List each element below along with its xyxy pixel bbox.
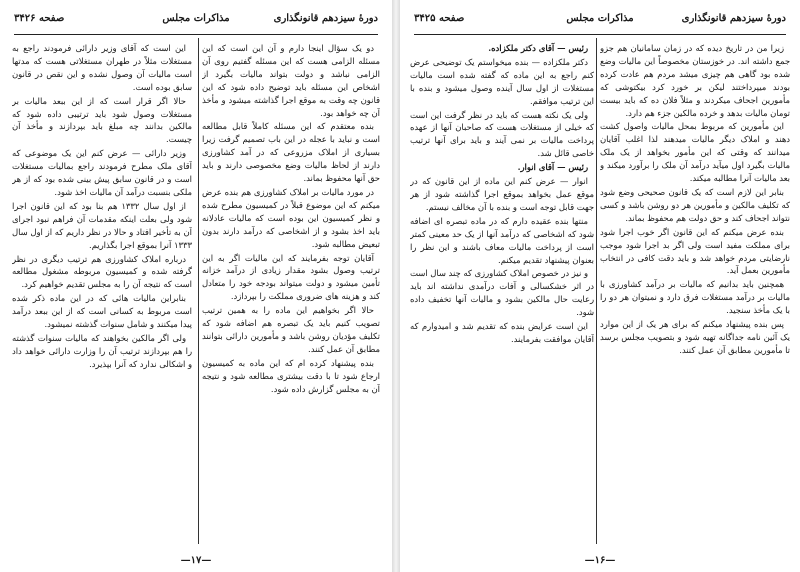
speaker-line: رئیس — آقای دکتر ملکزاده.: [488, 43, 588, 53]
paragraph: وزیر دارائی — عرض کنم این یک موضوعی که آقای ملک مطرح فرمودند راجع بمالیات مستغلات است و در قانون سابق پیش بینی شده بود که از هر ملکی بنسبت درآمد آن مالیات اخذ شود.: [12, 148, 192, 197]
right-page: [400, 0, 800, 572]
left-session-title: مذاکرات مجلس: [162, 13, 230, 24]
paragraph: ولی اگر مالکین بخواهند که مالیات سنوات گذشته را هم بپردازند ترتیب آن را وزارت دارائی خواهد داد و اشکالی ندارد که آنرا بپذیرد.: [12, 332, 192, 369]
paragraph: حالا اگر بخواهیم این ماده را به همین ترتیب تصویب کنیم باید یک تبصره هم اضافه شود که تکلیف مؤدیان روشن باشد و مأمورین دارائی بتوانند مطابق آن عمل کنند.: [202, 305, 380, 354]
paragraph: بنده عرض میکنم که این قانون اگر خوب اجرا شود برای مملکت مفید است ولی اگر بد اجرا شود موجب نارضایتی مردم خواهد شد و باید دقت کافی در انتخاب مأمورین بعمل آید.: [600, 226, 790, 276]
paragraph: این است که آقای وزیر دارائی فرمودند راجع به مستغلات مثلاً در طهران مستغلاتی هست که مدتها است مالیات آن وصول نشده و این نقص در قانون سابق بوده است.: [12, 43, 192, 92]
paragraph: درباره املاک کشاورزی هم ترتیب دیگری در نظر گرفته شده و کمیسیون مربوطه مشغول مطالعه است که نتیجه آن را به مجلس تقدیم خواهیم کرد.: [12, 253, 192, 290]
paragraph: این است عرایض بنده که تقدیم شد و امیدوارم که آقایان موافقت بفرمایند.: [410, 321, 594, 344]
paragraph: پس بنده پیشنهاد میکنم که برای هر یک از این موارد یک آئین نامه جداگانه تهیه شود و بتصویب مجلس برسد تا مأمورین مطابق آن عمل کنند.: [600, 319, 790, 355]
right-term-title: دورهٔ سیزدهم قانونگذاری: [681, 13, 786, 24]
paragraph: بنده معتقدم که این مسئله کاملاً قابل مطالعه است و نباید با عجله در این باب تصمیم گرفت زیرا بسیاری از املاک مزروعی که در آمد کشاورزی دارند از لحاظ مالیات وضع مخصوصی دارند و باید حق آنها محفوظ بماند.: [202, 121, 380, 184]
paragraph: [410, 42, 594, 55]
paragraph: در مورد مالیات بر املاک کشاورزی هم بنده عرض میکنم که این موضوع قبلاً در کمیسیون مطرح شده و نظر کمیسیون این بوده است که مالیات عادلانه باید اخذ بشود و از اشخاصی که درآمد دارند بدون تبعیض مطالبه شود.: [202, 186, 380, 249]
paragraph: دو یک سؤال اینجا دارم و آن این است که این مسئله الزامی هست که این مسئله گفتیم روی آن الزامی نباشد و دولت بتواند مالیات بگیرد از اشخاص این مسئله باید توضیح داده شود که این قانون چه وقت به موقع اجرا گذاشته میشود و مأخذ آن چه خواهد بود.: [202, 43, 380, 118]
book-gutter: [392, 0, 400, 572]
left-column-rule: [198, 38, 199, 544]
left-term-title: دورهٔ سیزدهم قانونگذاری: [273, 13, 378, 24]
left-page-header: [14, 8, 378, 35]
paragraph: زیرا من در تاریخ دیده که در زمان سامانیان هم جزو جمع داشته اند. در خوزستان مخصوصاً این مالیات وضع شده بود گاهی هم چیزی میشد مردم هم عادت کرده بودند میپرداختند لیکن بر خورد کرد بیکتوشی که مأمورین اجحاف میکردند و مثلاً فلان ده که باید بیست تومان مالیات بدهد و خرده مالکین جزء هم دارد.: [600, 43, 790, 118]
right-session-title: مذاکرات مجلس: [566, 13, 634, 24]
left-page: [0, 0, 392, 572]
left-page-number: —۱۷—: [180, 555, 212, 566]
speaker-line: رئیس — آقای انوار.: [517, 162, 588, 173]
right-page-column-left: [410, 42, 594, 542]
right-page-header: [414, 8, 786, 35]
paragraph: بنده پیشنهاد کرده ام که این ماده به کمیسیون ارجاع شود تا با دقت بیشتری مطالعه شود و نتیجه آن به مجلس گزارش داده شود.: [202, 357, 380, 394]
left-page-column-right: [202, 42, 380, 542]
paragraph: انوار — عرض کنم این ماده از این قانون که در موقع عمل بخواهد بموقع اجرا گذاشته شود از هر جهت قابل توجه است و بنده با آن مخالف نیستم.: [410, 176, 594, 212]
right-page-label: صفحه ۳۴۲۵: [414, 13, 465, 24]
right-page-number: —۱۶—: [584, 555, 616, 566]
right-page-column-right: [600, 42, 790, 542]
paragraph: دکتر ملکزاده — بنده میخواستم یک توضیحی عرض کنم راجع به این ماده که گفته شده است مالیات مستغلات از اول سال آینده وصول میشود و بنده با این ترتیب موافقم.: [410, 56, 594, 106]
paragraph: همچنین باید بدانیم که مالیات بر درآمد کشاورزی با مالیات بر درآمد مستغلات فرق دارد و نمیتوان هر دو را با یک مأخذ سنجید.: [600, 279, 790, 316]
paragraph: آقایان توجه بفرمایند که این مالیات اگر به این ترتیب وصول بشود مقدار زیادی از درآمد خزانه تأمین میشود و دولت میتواند بودجه خود را متعادل کند و هزینه های ضروری مملکت را بپردازد.: [202, 252, 380, 302]
paragraph: [410, 161, 594, 174]
paragraph: و نیز در خصوص املاک کشاورزی که چند سال است در اثر خشکسالی و آفات درآمدی نداشته اند باید رعایت حال مالکین بشود و مالیات آنها تخفیف داده شود.: [410, 268, 594, 318]
paragraph: حالا اگر قرار است که از این ببعد مالیات بر مستغلات وصول شود باید ترتیبی داده شود که مالکین بدانند چه مبلغ باید بپردازند و مأخذ آن چیست.: [12, 95, 192, 145]
paragraph: منتها بنده عقیده دارم که در ماده تبصره ای اضافه شود که اشخاصی که درآمد آنها از یک حد معینی کمتر است از پرداخت مالیات معاف باشند و این نظر را بعنوان پیشنهاد تقدیم میکنم.: [410, 215, 594, 265]
right-column-rule: [596, 38, 597, 544]
left-page-column-left: [12, 42, 192, 542]
left-page-label: صفحه ۳۴۲۶: [14, 13, 65, 24]
paragraph: ولی یک نکته هست که باید در نظر گرفت این است که خیلی از مستغلات هست که صاحبان آنها از عهده پرداخت مالیات بر نمی آیند و باید برای آنها ترتیب خاصی قائل شد.: [410, 109, 594, 159]
paragraph: بنابر این لازم است که یک قانون صحیحی وضع شود که تکلیف مالکین و مأمورین هر دو روشن باشد و کسی نتواند اجحاف کند و حق دولت هم محفوظ بماند.: [600, 186, 790, 223]
paragraph: از اول سال ۱۳۳۲ هم بنا بود که این قانون اجرا شود ولی بعلت اینکه مقدمات آن فراهم نبود اجرای آن به تأخیر افتاد و حالا در نظر داریم که از اول سال ۱۳۳۳ آنرا بموقع اجرا بگذاریم.: [12, 200, 192, 250]
paragraph: بنابراین مالیات هائی که در این ماده ذکر شده است مربوط به کسانی است که از این ببعد درآمد پیدا میکنند و شامل سنوات گذشته نمیشود.: [12, 293, 192, 330]
paragraph: این مأمورین که مربوط بمحل مالیات واصول کشت دهند و املاک دیگر مالیات میدهند لذا اغلب آقایان میدانند که وقتی که این مأمور بخواهد از یک ملک مالیات بگیرد اول میآید درآمد آن ملک را برآورد میکند و بعد مالیات آنرا مطالبه میکند.: [600, 121, 790, 184]
